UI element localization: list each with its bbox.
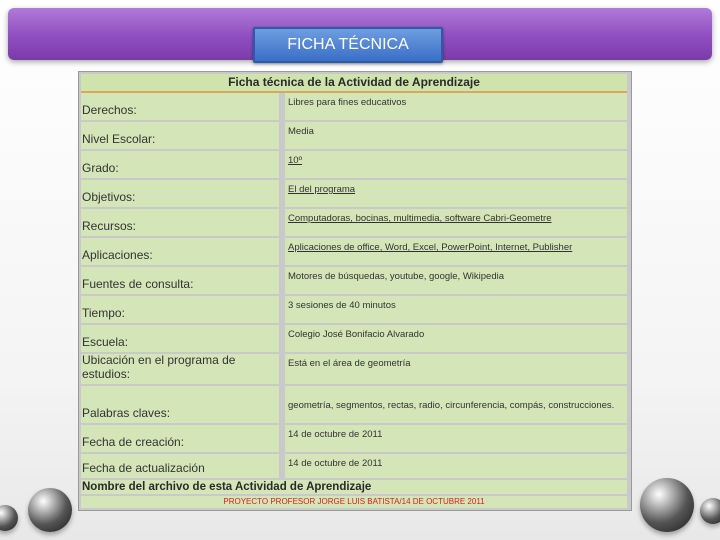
row-tiempo: [81, 296, 627, 323]
row-recursos: [81, 209, 627, 236]
row-value: geometría, segmentos, rectas, radio, circunferencia, compás, construcciones.: [285, 386, 627, 423]
row-fecha-creacion: [81, 425, 627, 452]
row-value: Aplicaciones de office, Word, Excel, PowerPoint, Internet, Publisher: [285, 238, 627, 265]
row-palabras-claves: [81, 386, 627, 423]
row-label: Palabras claves:: [81, 386, 282, 423]
row-escuela: [81, 325, 627, 352]
row-value: 10º: [285, 151, 627, 178]
row-value: Motores de búsquedas, youtube, google, Wikipedia: [285, 267, 627, 294]
row-value: 3 sesiones de 40 minutos: [285, 296, 627, 323]
row-fecha-actualizacion: [81, 454, 627, 478]
row-value: Media: [285, 122, 627, 149]
row-label: Grado:: [81, 151, 282, 178]
row-label: Aplicaciones:: [81, 238, 282, 265]
row-derechos: [81, 93, 627, 120]
row-label: Objetivos:: [81, 180, 282, 207]
file-name-heading: Nombre del archivo de esta Actividad de Aprendizaje: [81, 480, 627, 494]
project-credit: PROYECTO PROFESOR JORGE LUIS BATISTA/14 DE OCTUBRE 2011: [81, 496, 627, 508]
row-value: El del programa: [285, 180, 627, 207]
row-value: 14 de octubre de 2011: [285, 425, 627, 452]
row-label: Fuentes de consulta:: [81, 267, 282, 294]
card-title: Ficha técnica de la Actividad de Aprendizaje: [81, 74, 627, 93]
row-value: Computadoras, bocinas, multimedia, software Cabri-Geometre: [285, 209, 627, 236]
row-fuentes-de-consulta: [81, 267, 627, 294]
row-grado: [81, 151, 627, 178]
sphere-icon: [28, 488, 72, 532]
row-label: Escuela:: [81, 325, 282, 352]
row-value: Libres para fines educativos: [285, 93, 627, 120]
page-title: FICHA TÉCNICA: [253, 27, 443, 63]
row-objetivos: [81, 180, 627, 207]
row-label: Ubicación en el programa de estudios:: [81, 354, 282, 384]
row-label: Fecha de creación:: [81, 425, 282, 452]
row-aplicaciones: [81, 238, 627, 265]
row-value: Está en el área de geometría: [285, 354, 627, 384]
row-label: Nivel Escolar:: [81, 122, 282, 149]
row-label: Tiempo:: [81, 296, 282, 323]
row-value: Colegio José Bonifacio Alvarado: [285, 325, 627, 352]
technical-sheet-card: [78, 71, 632, 511]
row-label: Derechos:: [81, 93, 282, 120]
sphere-icon: [0, 505, 18, 531]
sphere-icon: [640, 478, 694, 532]
sphere-icon: [700, 498, 720, 524]
row-nivel-escolar: [81, 122, 627, 149]
row-value: 14 de octubre de 2011: [285, 454, 627, 478]
row-ubicacion: [81, 354, 627, 384]
row-label: Recursos:: [81, 209, 282, 236]
row-label: Fecha de actualización: [81, 454, 282, 478]
